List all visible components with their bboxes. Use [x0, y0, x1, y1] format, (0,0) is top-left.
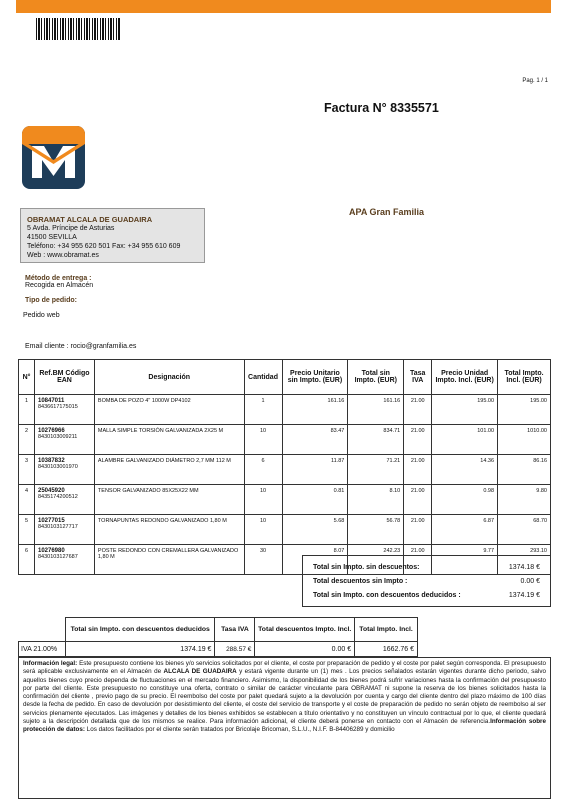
item-designation: TENSOR GALVANIZADO 85X25X22 MM: [94, 485, 244, 515]
item-ref-code: 25045920: [37, 488, 65, 494]
item-unit-price-incl: 101.00: [432, 425, 498, 455]
page-number: Pag. 1 / 1: [522, 78, 548, 84]
store-phone: Teléfono: +34 955 620 501 Fax: +34 955 610 609: [27, 243, 181, 250]
item-unit-price-incl: 14.36: [432, 455, 498, 485]
table-row: [19, 455, 551, 485]
delivery-value: Recogida en Almacén: [25, 282, 94, 289]
item-designation: TORNAPUNTAS REDONDO GALVANIZADO 1,80 M: [94, 515, 244, 545]
item-ref-code: 10847011: [37, 398, 65, 404]
store-name: OBRAMAT ALCALA DE GUADAIRA: [27, 215, 153, 224]
item-tax-rate: 21.00: [404, 395, 432, 425]
item-designation: BOMBA DE POZO 4" 1000W DP4102: [94, 395, 244, 425]
item-number: 4: [19, 485, 35, 515]
invoice-title: Factura N° 8335571: [324, 101, 439, 115]
tax-row: [19, 642, 418, 657]
col-header: Total sin Impto. con descuentos deducidos: [65, 618, 215, 642]
legal-text-1: Este presupuesto contiene los bienes y/o servicios solicitados por el cliente, el coste por preparación de pedido y el coste por palet según corresponda. El presupuesto será aplicable exclusivamente en el Almacén de: [23, 660, 546, 676]
tax-discounts: 0.00 €: [255, 642, 355, 657]
item-ref-code: 10387832: [37, 458, 65, 464]
item-ref: [34, 455, 94, 485]
item-designation: POSTE REDONDO CON CREMALLERA GALVANIZADO 1,80 M: [94, 545, 244, 575]
tax-rate: IVA 21.00%: [19, 642, 66, 657]
total-with-discount-label: Total sin Impto. con descuentos deducidos :: [313, 591, 461, 599]
tax-amount: 288.57 €: [215, 642, 255, 657]
item-unit-price: 83.47: [282, 425, 348, 455]
item-total-incl: 293.10: [498, 545, 551, 575]
item-total-incl: 1010.00: [498, 425, 551, 455]
col-header: Total Impto. Incl.: [355, 618, 418, 642]
item-tax-rate: 21.00: [404, 485, 432, 515]
total-discounts-value: 0.00 €: [520, 577, 540, 585]
tax-summary-table: [18, 617, 418, 657]
item-ref-code: 10277015: [37, 518, 65, 524]
item-unit-price-incl: 9.77: [432, 545, 498, 575]
item-ref-code: 10276966: [37, 428, 65, 434]
item-ref-code: 10276980: [37, 548, 65, 554]
item-unit-price: 5.68: [282, 515, 348, 545]
item-tax-rate: 21.00: [404, 425, 432, 455]
tax-base: 1374.19 €: [65, 642, 215, 657]
top-accent-bar: [16, 0, 551, 13]
item-ean: 8436617175015: [37, 404, 78, 410]
barcode-image: [36, 18, 120, 40]
store-city: 41500 SEVILLA: [27, 234, 77, 241]
item-ean: 8430103001970: [37, 464, 78, 470]
legal-text-3: Los datos facilitados por el cliente serán tratados por Bricolaje Bricoman, S.L.U., N.I.F. B-84406289 y domicilio: [84, 726, 395, 734]
col-header: Total descuentos Impto. Incl.: [255, 618, 355, 642]
item-total: 8.10: [348, 485, 404, 515]
items-header-row: [19, 360, 551, 395]
items-table: [18, 359, 551, 575]
item-designation: ALAMBRE GALVANIZADO DIÁMETRO 2,7 MM 112 M: [94, 455, 244, 485]
item-unit-price: 11.87: [282, 455, 348, 485]
item-total: 71.21: [348, 455, 404, 485]
item-number: 6: [19, 545, 35, 575]
item-total-incl: 195.00: [498, 395, 551, 425]
col-header: Cantidad: [244, 360, 282, 395]
item-number: 1: [19, 395, 35, 425]
col-header: Tasa IVA: [215, 618, 255, 642]
total-discounts-label: Total descuentos sin Impto :: [313, 577, 408, 585]
obramat-logo-icon: [22, 126, 85, 189]
item-number: 3: [19, 455, 35, 485]
item-quantity: 6: [244, 455, 282, 485]
client-name: APA Gran Familia: [349, 207, 425, 217]
item-total-incl: 68.70: [498, 515, 551, 545]
table-row: [19, 515, 551, 545]
item-tax-rate: 21.00: [404, 455, 432, 485]
legal-store: ALCALA DE GUADAIRA: [163, 668, 237, 676]
item-unit-price-incl: 0.98: [432, 485, 498, 515]
item-unit-price: 161.16: [282, 395, 348, 425]
item-unit-price: 0.81: [282, 485, 348, 515]
totals-row: [313, 574, 540, 588]
col-header: Precio Unidad Impto. Incl. (EUR): [432, 360, 498, 395]
legal-label: Información legal:: [23, 660, 78, 667]
item-ean: 8430103127717: [37, 524, 78, 530]
item-total: 161.16: [348, 395, 404, 425]
item-total: 834.71: [348, 425, 404, 455]
item-ean: 8430103009211: [37, 434, 78, 440]
item-quantity: 30: [244, 545, 282, 575]
item-ref: [34, 545, 94, 575]
item-total-incl: 86.16: [498, 455, 551, 485]
total-no-discount-label: Total sin Impto. sin descuentos:: [313, 563, 420, 571]
item-total-incl: 9.80: [498, 485, 551, 515]
item-unit-price: 8.07: [282, 545, 348, 575]
item-total: 56.78: [348, 515, 404, 545]
legal-text-2: y estará vigente durante un (1) mes . Los precios señalados estarán vigentes durante dicho periodo, salvo aquellos bienes cuyo precio dependa de fluctuaciones en el mercado financiero. Asimismo, la disponibilidad de los bienes podrá sufrir variaciones hasta la confirmación del presupuesto por parte del cliente. Este presupuesto no constituye una oferta, contrato o similar de carácter vinculante para OBRAMAT ni supone la reserva de los bienes solicitados hasta la confirmación del cliente , previo pago de su precio. El reembolso del coste por palet quedará sujeto a la devolución por cuenta y cargo del cliente dentro del plazo máximo de 100 días desde la fecha de pedido. En caso de devolución por desistimiento del cliente, el coste del servicio de transporte y el coste de preparación de pedido no serán objeto de reembolso al ser servicios plenamente ejecutados. Las imágenes y detalles de los bienes exhibidos se establecen a título orientativo y no constituyen un vínculo contractual por lo que, el cliente quedará sujeto a la descripción detallada que de los mismos se realice. Para información adicional, el cliente deberá ponerse en contacto con el Almacén de referencia.: [23, 668, 546, 726]
totals-row: [313, 588, 540, 602]
totals-box: [302, 555, 551, 607]
data-protection-label: Información sobre protección de datos:: [23, 718, 546, 734]
item-quantity: 1: [244, 395, 282, 425]
store-address: 5 Avda. Príncipe de Asturias: [27, 225, 115, 232]
item-unit-price-incl: 195.00: [432, 395, 498, 425]
total-no-discount-value: 1374.18 €: [508, 563, 540, 571]
item-ref: [34, 425, 94, 455]
item-number: 2: [19, 425, 35, 455]
item-quantity: 10: [244, 425, 282, 455]
col-header: Ref.BM Código EAN: [34, 360, 94, 395]
table-row: [19, 395, 551, 425]
table-row: [19, 485, 551, 515]
table-row: [19, 425, 551, 455]
store-web: Web : www.obramat.es: [27, 252, 99, 259]
order-type-label: Tipo de pedido:: [25, 297, 77, 304]
item-tax-rate: 21.00: [404, 545, 432, 575]
item-ref: [34, 395, 94, 425]
legal-notice: [18, 657, 551, 799]
col-header: Designación: [94, 360, 244, 395]
delivery-label: Método de entrega :: [25, 275, 92, 282]
item-ref: [34, 485, 94, 515]
col-header: N°: [19, 360, 35, 395]
totals-row: [313, 560, 540, 574]
total-with-discount-value: 1374.19 €: [508, 591, 540, 599]
item-ref: [34, 515, 94, 545]
tax-total: 1662.76 €: [355, 642, 418, 657]
item-tax-rate: 21.00: [404, 515, 432, 545]
col-header: Precio Unitario sin Impto. (EUR): [282, 360, 348, 395]
item-quantity: 10: [244, 515, 282, 545]
item-total: 242.23: [348, 545, 404, 575]
item-unit-price-incl: 6.87: [432, 515, 498, 545]
col-header: Total Impto. Incl. (EUR): [498, 360, 551, 395]
client-email: Email cliente : rocio@granfamilia.es: [25, 343, 137, 350]
item-designation: MALLA SIMPLE TORSIÓN GALVANIZADA 2X25 M: [94, 425, 244, 455]
item-ean: 8430103127687: [37, 554, 78, 560]
col-header: Tasa IVA: [404, 360, 432, 395]
item-ean: 8435174200512: [37, 494, 78, 500]
item-quantity: 10: [244, 485, 282, 515]
store-address-box: [20, 208, 205, 263]
col-header: Total sin Impto. (EUR): [348, 360, 404, 395]
item-number: 5: [19, 515, 35, 545]
col-header: [19, 618, 66, 642]
order-type-value: Pedido web: [23, 312, 60, 319]
